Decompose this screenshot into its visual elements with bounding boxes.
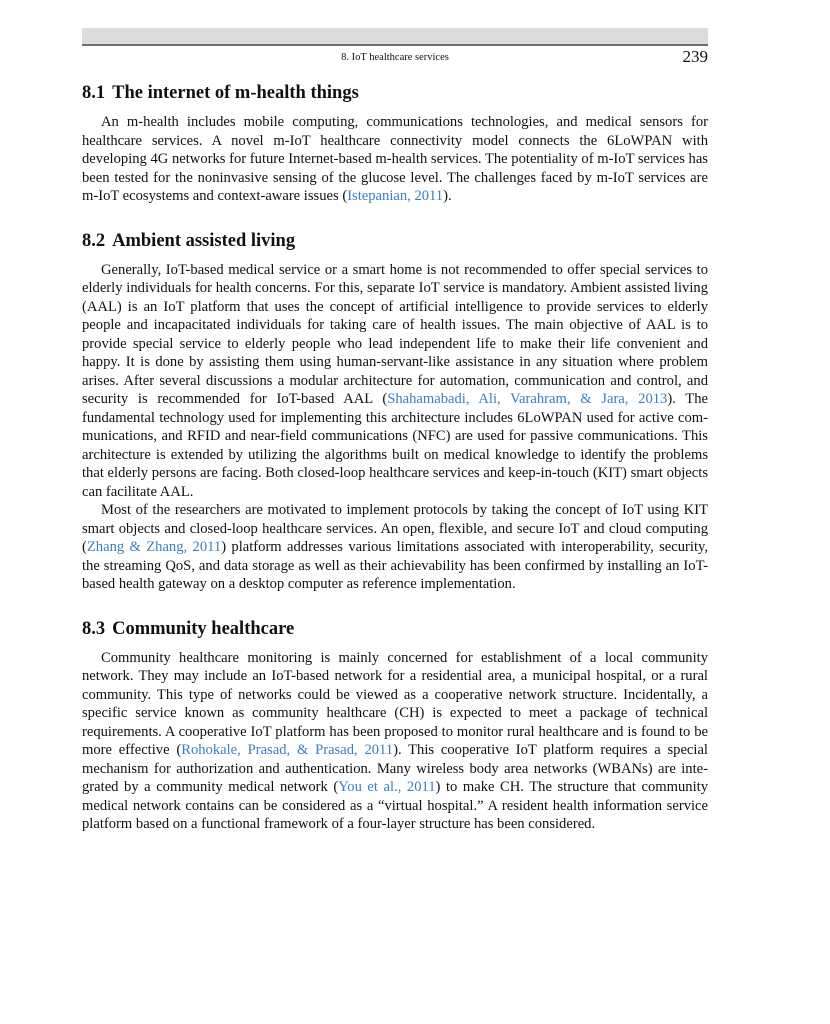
- paragraph-text: An m-health includes mobile computing, communications technologies, and medical sensors for healthcare services. A novel m-IoT healthcare connectivity model connects the 6LoWPAN with developing 4G networks for future Internet-based m-health services. The potentiality of m-IoT services has been tested for the noninvasive sensing of the glucose level. The challenges faced by m-IoT services are m-IoT ecosystems and context-aware issues (: [82, 114, 708, 204]
- section-8-1: [82, 80, 708, 206]
- citation-link[interactable]: Zhang & Zhang, 2011: [86, 539, 222, 555]
- section-number: 8.3: [82, 618, 106, 639]
- page-body: [82, 80, 708, 856]
- section-title: Ambient assisted living: [112, 230, 296, 251]
- paragraph-text: Generally, IoT-based medical service or a smart home is not recommended to offer special services to elderly individuals for health concerns. For this, separate IoT service is mandatory. Ambient assisted living (AAL) is an IoT platform that uses the concept of artificial intelligence to provide services to elderly people and incapacitated individuals for taking care of health issues. The main objective of AAL is to provide special service to elderly people who lead independent life to make their life convenient and happy. It is done by assisting them using human-servant-like assistance in any situation where problem arises. After several discussions a modular architecture for automation, communication and control, and security is recommended for IoT-based AAL (: [82, 261, 708, 407]
- paragraph: [82, 113, 708, 206]
- section-heading: [82, 616, 708, 642]
- paragraph: [82, 649, 708, 834]
- header-rule: [82, 44, 708, 46]
- paragraph: [82, 261, 708, 502]
- section-number: 8.1: [82, 83, 106, 103]
- paragraph-text: Community healthcare monitoring is mainly concerned for establishment of a local community network. They may include an IoT-based network for a residential area, a municipal hospital, or a rural community. This type of networks could be viewed as a cooperative network structure. Incidentally, a specific service known as community healthcare (CH) is expected to meet a package of technical requirements. A cooperative IoT platform has been proposed to monitor rural healthcare and is found to be more effective (: [82, 649, 708, 758]
- citation-link[interactable]: Shahamabadi, Ali, Varahram, & Jara, 2013: [387, 391, 668, 407]
- section-number: 8.2: [82, 230, 106, 251]
- section-heading: [82, 228, 708, 254]
- section-8-3: [82, 616, 708, 834]
- paragraph-text: ) platform addresses various limitations associated with interoperability, security, the streaming QoS, and data storage as well as their achievability has been confirmed by installing an IoT-based health gateway on a desktop computer as reference implementation.: [82, 539, 709, 592]
- paragraph-text: ).: [443, 188, 452, 204]
- running-head: 8. IoT healthcare services: [341, 52, 449, 63]
- paragraph-text: Most of the researchers are motivated to implement protocols by taking the concept of IoT using KIT smart objects and closed-loop healthcare services. An open, flexible, and secure IoT and cloud computing (: [82, 502, 708, 555]
- page-number: 239: [682, 47, 708, 66]
- section-title: The internet of m-health things: [112, 83, 359, 103]
- section-title: Community healthcare: [112, 618, 295, 639]
- citation-link[interactable]: You et al., 2011: [338, 779, 436, 795]
- section-8-2: [82, 228, 708, 594]
- citation-link[interactable]: Istepanian, 2011: [347, 188, 444, 204]
- paragraph: [82, 501, 708, 594]
- header-band: [82, 28, 708, 44]
- section-heading: [82, 80, 708, 106]
- citation-link[interactable]: Rohokale, Prasad, & Prasad, 2011: [181, 742, 394, 758]
- paragraph-text: ). This cooperative IoT platform requires a special mechanism for authorization and authentication. Many wireless body area networks (WBANs) are integrated by a community medical network (: [82, 742, 708, 795]
- paragraph-text: ) to make CH. The structure that community medical network contains can be considered as a “virtual hospital.” A resident health information service platform based on a functional framework of a four-layer structure has been considered.: [82, 779, 708, 832]
- paragraph-text: ). The fundamental technology used for implementing this architecture includes 6LoWPAN used for active communications, and RFID and near-field communications (NFC) are used for passive communications. This architecture is extended by utilizing the algorithms built on medical knowledge to identify the problems that elderly persons are facing. Both closed-loop healthcare services and keep-in-touch (KIT) smart objects can facilitate AAL.: [82, 391, 708, 500]
